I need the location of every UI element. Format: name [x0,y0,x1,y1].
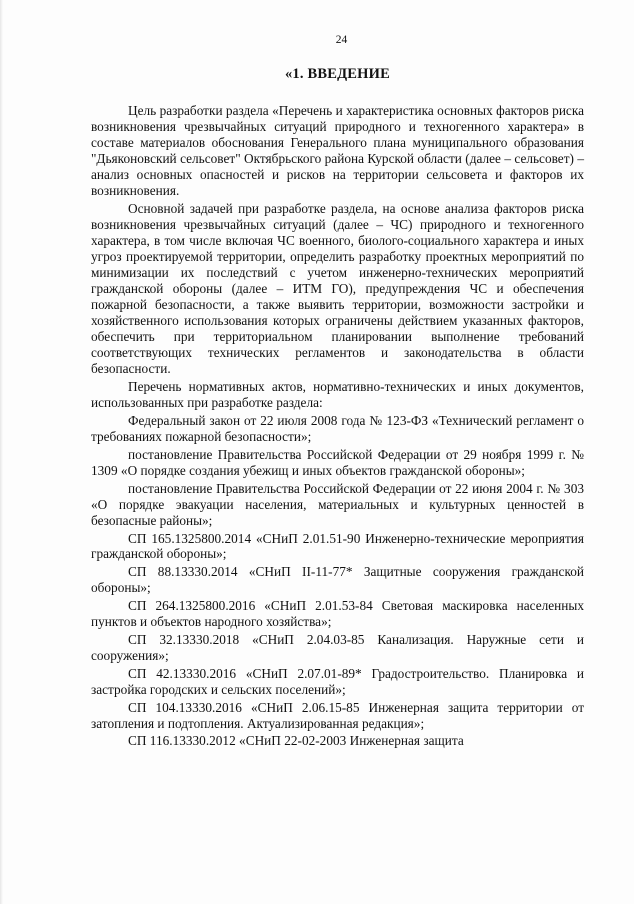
document-item: СП 42.13330.2016 «СНиП 2.07.01-89* Градостроительство. Планировка и застройка городских и сельских поселений»; [91,665,584,697]
document-item: СП 88.13330.2014 «СНиП II-11-77* Защитные сооружения гражданской обороны»; [91,564,584,596]
section-heading: «1. ВВЕДЕНИЕ [284,66,391,82]
documents-list [91,413,584,749]
document-item: СП 104.13330.2016 «СНиП 2.06.15-85 Инженерная защита территории от затопления и подтопления. Актуализированная редакция»; [91,699,584,731]
document-item: СП 116.13330.2012 «СНиП 22-02-2003 Инженерная защита [128,733,464,749]
paragraph-documents-intro: Перечень нормативных актов, нормативно-технических и иных документов, использованных при разработке раздела: [91,379,584,411]
scan-edge-shadow [0,0,3,904]
document-item: СП 264.1325800.2016 «СНиП 2.01.53-84 Световая маскировка населенных пунктов и объектов народного хозяйства»; [91,598,584,630]
paragraph-purpose: Цель разработки раздела «Перечень и характеристика основных факторов риска возникновения чрезвычайных ситуаций природного и техногенного характера» в составе материалов обоснования Генерального плана муниципального образования "Дьяконовский сельсовет" Октябрьского района Курской области (далее – сельсовет) – анализ основных опасностей и рисков на территории сельсовета и факторов их возникновения. [91,103,584,198]
document-item: постановление Правительства Российской Федерации от 29 ноября 1999 г. № 1309 «О порядке создания убежищ и иных объектов гражданской обороны»; [91,447,584,478]
page-number: 24 [335,34,348,46]
paragraph-main-task: Основной задачей при разработке раздела, на основе анализа факторов риска возникновения чрезвычайных ситуаций (далее – ЧС) природного и техногенного характера, в том числе включая ЧС военного, биолого-социального характера и иных угроз проектируемой территории, определить разработку проектных мероприятий по минимизации их последствий с учетом инженерно-технических мероприятий гражданской обороны (далее – ИТМ ГО), предупреждения ЧС и обеспечения пожарной безопасности, а также выявить территории, возможности застройки и хозяйственного использования которых ограничены действием указанных факторов, обеспечить при территориальном планировании выполнение требований соответствующих технических регламентов и законодательства в области безопасности. [91,201,584,376]
document-item: постановление Правительства Российской Федерации от 22 июня 2004 г. № 303 «О порядке эвакуации населения, материальных и культурных ценностей в безопасные районы»; [91,480,584,528]
document-item: СП 32.13330.2018 «СНиП 2.04.03-85 Канализация. Наружные сети и сооружения»; [91,632,584,663]
document-item: СП 165.1325800.2014 «СНиП 2.01.51-90 Инженерно-технические мероприятия гражданской обороны»; [91,530,584,562]
document-item: Федеральный закон от 22 июля 2008 года № 123-ФЗ «Технический регламент о требованиях пожарной безопасности»; [91,413,584,445]
